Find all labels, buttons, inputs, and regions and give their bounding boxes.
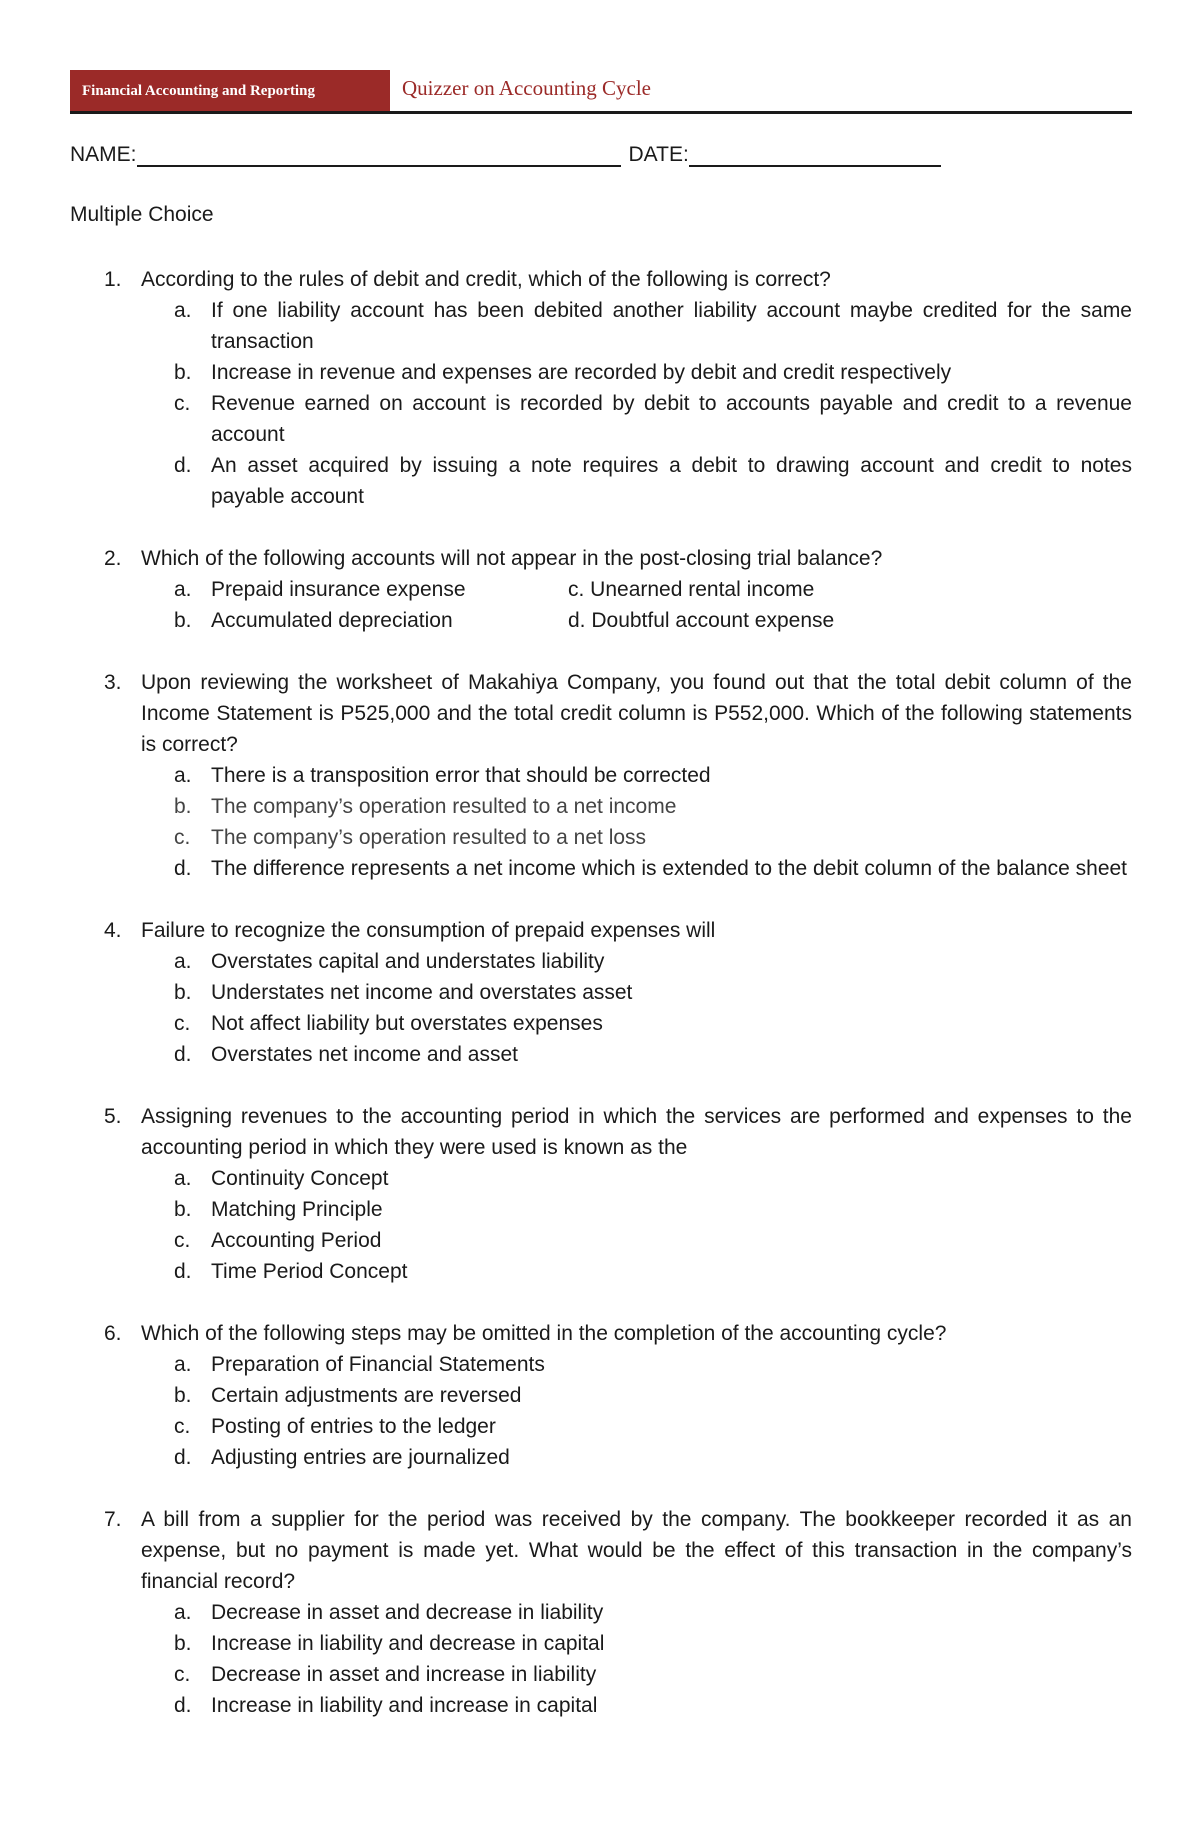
document-header (70, 68, 1132, 112)
option-text: Time Period Concept (211, 1260, 408, 1283)
option-text: Decrease in asset and decrease in liability (211, 1601, 604, 1624)
question-number: 1. (104, 268, 122, 291)
question-7 (70, 1504, 1132, 1721)
question-text: Failure to recognize the consumption of prepaid expenses will (141, 919, 716, 942)
option-a (70, 1349, 1132, 1380)
option-text: Accounting Period (211, 1229, 382, 1252)
question-number: 7. (104, 1508, 122, 1531)
question-text: A bill from a supplier for the period was received by the company. The bookkeeper recorded it as an expense, but no payment is made yet. What would be the effect of this transaction in the company’s financial record? (141, 1508, 1132, 1593)
question-text: Which of the following accounts will not appear in the post-closing trial balance? (141, 547, 883, 570)
question-number: 4. (104, 919, 122, 942)
option-a (70, 946, 1132, 977)
option-letter: c. (174, 392, 191, 415)
option-a (70, 760, 1132, 791)
option-letter: d. (174, 857, 192, 880)
option-d (70, 853, 1132, 884)
option-letter: b. (174, 1632, 192, 1655)
question-text: Assigning revenues to the accounting period in which the services are performed and expenses to the accounting period in which they were used is known as the (141, 1105, 1132, 1159)
option-c (70, 1411, 1132, 1442)
option-letter: a. (174, 299, 192, 322)
option-d (70, 1690, 1132, 1721)
question-3 (70, 667, 1132, 884)
option-b (70, 1628, 1132, 1659)
option-letter: d. (174, 1043, 192, 1066)
option-text: Understates net income and overstates asset (211, 981, 633, 1004)
option-b (70, 1380, 1132, 1411)
question-number: 5. (104, 1105, 122, 1128)
option-letter: b. (174, 1384, 192, 1407)
question-stem (70, 915, 1132, 946)
option-letter: c. (174, 1229, 191, 1252)
question-stem (70, 1504, 1132, 1597)
option-text: The company’s operation resulted to a net loss (211, 826, 647, 849)
option-grid (70, 574, 1132, 636)
option-c (70, 1659, 1132, 1690)
option-text: Preparation of Financial Statements (211, 1353, 545, 1376)
option-letter: c. (174, 826, 191, 849)
option-list (70, 1349, 1132, 1473)
option-text: Certain adjustments are reversed (211, 1384, 522, 1407)
question-text: Upon reviewing the worksheet of Makahiya Company, you found out that the total debit column of the Income Statement is P525,000 and the total credit column is P552,000. Which of the following statements is correct? (141, 671, 1132, 756)
option-letter: c. (174, 1663, 191, 1686)
question-number: 2. (104, 547, 122, 570)
option-text: An asset acquired by issuing a note requires a debit to drawing account and credit to notes payable account (211, 454, 1132, 508)
option-letter: d. (174, 1694, 192, 1717)
option-text: Overstates capital and understates liability (211, 950, 605, 973)
question-stem (70, 667, 1132, 760)
option-letter: d. (174, 1446, 192, 1469)
question-1 (70, 264, 1132, 512)
option-letter: c. (174, 1415, 191, 1438)
option-b (70, 977, 1132, 1008)
option-c (70, 822, 1132, 853)
option-b (70, 1194, 1132, 1225)
name-label: NAME: (70, 143, 137, 166)
header-divider (70, 111, 1132, 114)
option-letter: c. (174, 1012, 191, 1035)
option-text: Decrease in asset and increase in liability (211, 1663, 597, 1686)
option-text: There is a transposition error that should be corrected (211, 764, 711, 787)
option-text: Matching Principle (211, 1198, 383, 1221)
question-list (70, 264, 1132, 1752)
option-text: Overstates net income and asset (211, 1043, 518, 1066)
question-text: According to the rules of debit and credit, which of the following is correct? (141, 268, 831, 291)
option-b (70, 357, 1132, 388)
option-list (70, 1597, 1132, 1721)
question-stem (70, 1318, 1132, 1349)
option-letter: b. (174, 795, 192, 818)
question-stem (70, 1101, 1132, 1163)
option-letter: a. (174, 578, 192, 601)
question-text: Which of the following steps may be omitted in the completion of the accounting cycle? (141, 1322, 947, 1345)
option-text: Adjusting entries are journalized (211, 1446, 510, 1469)
option-letter: a. (174, 950, 192, 973)
option-letter: b. (174, 981, 192, 1004)
option-b: Accumulated depreciation (211, 609, 453, 632)
option-b (70, 791, 1132, 822)
option-text: Increase in liability and increase in capital (211, 1694, 598, 1717)
option-letter: a. (174, 1601, 192, 1624)
option-c (70, 388, 1132, 450)
option-letter: a. (174, 1353, 192, 1376)
option-letter: b. (174, 1198, 192, 1221)
option-row (70, 605, 1132, 636)
question-number: 3. (104, 671, 122, 694)
question-stem (70, 264, 1132, 295)
option-d (70, 1039, 1132, 1070)
option-c (70, 1225, 1132, 1256)
option-c: c. Unearned rental income (568, 578, 815, 601)
option-c (70, 1008, 1132, 1039)
question-number: 6. (104, 1322, 122, 1345)
option-a: Prepaid insurance expense (211, 578, 466, 601)
option-letter: a. (174, 1167, 192, 1190)
question-4 (70, 915, 1132, 1070)
option-text: Revenue earned on account is recorded by debit to accounts payable and credit to a revenue account (211, 392, 1132, 446)
option-d (70, 1256, 1132, 1287)
option-text: Posting of entries to the ledger (211, 1415, 496, 1438)
option-letter: b. (174, 361, 192, 384)
option-d (70, 1442, 1132, 1473)
question-6 (70, 1318, 1132, 1473)
option-text: The difference represents a net income which is extended to the debit column of the balance sheet (211, 857, 1128, 880)
option-a (70, 1163, 1132, 1194)
option-letter: d. (174, 454, 192, 477)
option-text: Increase in revenue and expenses are recorded by debit and credit respectively (211, 361, 952, 384)
option-list (70, 760, 1132, 884)
option-text: The company’s operation resulted to a net income (211, 795, 677, 818)
course-banner: Financial Accounting and Reporting (70, 70, 390, 112)
name-date-line (70, 143, 941, 169)
option-text: Continuity Concept (211, 1167, 389, 1190)
option-letter: d. (174, 1260, 192, 1283)
question-5 (70, 1101, 1132, 1287)
option-list (70, 295, 1132, 512)
question-2 (70, 543, 1132, 636)
option-text: If one liability account has been debited another liability account maybe credited for the same transaction (211, 299, 1132, 353)
name-blank (137, 143, 621, 167)
option-list (70, 1163, 1132, 1287)
option-d (70, 450, 1132, 512)
date-blank (689, 143, 941, 167)
option-list (70, 946, 1132, 1070)
option-d: d. Doubtful account expense (568, 609, 835, 632)
option-letter: a. (174, 764, 192, 787)
option-text: Increase in liability and decrease in capital (211, 1632, 605, 1655)
section-title: Multiple Choice (70, 203, 214, 226)
question-stem (70, 543, 1132, 574)
document-title: Quizzer on Accounting Cycle (402, 76, 652, 100)
option-row (70, 574, 1132, 605)
option-letter: b. (174, 609, 192, 632)
date-label: DATE: (628, 143, 689, 166)
option-a (70, 1597, 1132, 1628)
option-a (70, 295, 1132, 357)
option-text: Not affect liability but overstates expenses (211, 1012, 603, 1035)
